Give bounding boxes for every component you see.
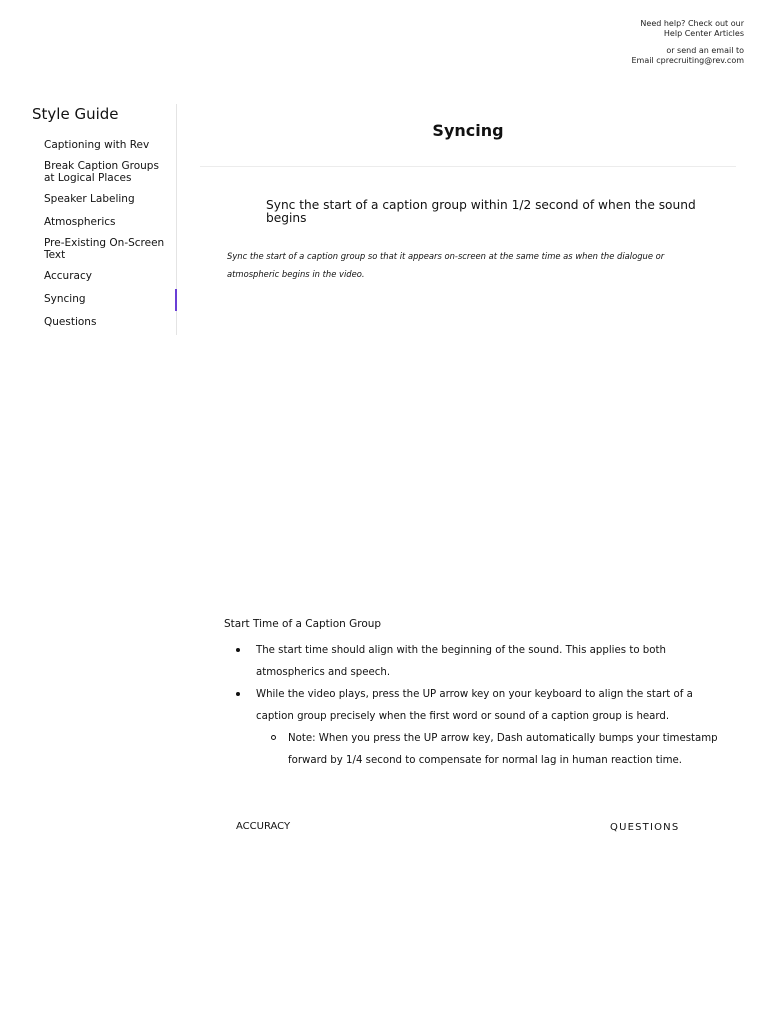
sidebar-item-questions[interactable]: Questions: [44, 316, 97, 328]
next-page-link[interactable]: QUESTIONS: [610, 822, 680, 833]
sidebar-nav: [32, 104, 177, 335]
sidebar-item-accuracy[interactable]: Accuracy: [44, 270, 92, 282]
list-item: The start time should align with the beginning of the sound. This applies to both atmospherics and speech.: [256, 640, 726, 684]
help-text-line: Need help? Check out our: [640, 19, 744, 28]
help-email-link[interactable]: Email cprecruiting@rev.com: [631, 56, 744, 65]
rule-description: Sync the start of a caption group so that it appears on-screen at the same time as when the dialogue or atmospheric begins in the video.: [227, 251, 665, 279]
help-text-line: or send an email to: [666, 46, 744, 55]
active-item-indicator: [175, 289, 177, 311]
prev-page-link[interactable]: ACCURACY: [236, 821, 291, 832]
rule-heading: Sync the start of a caption group within 1/2 second of when the sound begins: [266, 198, 696, 225]
bullet-list: [256, 640, 726, 772]
sidebar-title: Style Guide: [32, 105, 119, 123]
sidebar-item-syncing[interactable]: Syncing: [44, 293, 86, 305]
list-item: While the video plays, press the UP arrow key on your keyboard to align the start of a caption group precisely when the first word or sound of a caption group is heard.: [256, 684, 726, 728]
sidebar-item-speaker-labeling[interactable]: Speaker Labeling: [44, 193, 135, 205]
section-title: Start Time of a Caption Group: [224, 618, 382, 630]
page-title: Syncing: [432, 121, 504, 140]
help-center-link[interactable]: Help Center Articles: [663, 29, 744, 38]
sidebar-item-atmospherics[interactable]: Atmospherics: [44, 216, 116, 228]
sub-list-item: Note: When you press the UP arrow key, Dash automatically bumps your timestamp forward by 1/4 second to compensate for normal lag in human reaction time.: [288, 728, 726, 772]
help-box: [631, 19, 744, 66]
sidebar-item-captioning-with-rev[interactable]: Captioning with Rev: [44, 139, 150, 151]
sidebar-item-break-caption-groups[interactable]: Break Caption Groups at Logical Places: [44, 160, 159, 184]
sidebar-item-pre-existing-text[interactable]: Pre-Existing On-Screen Text: [44, 237, 165, 261]
title-divider: [200, 166, 736, 167]
